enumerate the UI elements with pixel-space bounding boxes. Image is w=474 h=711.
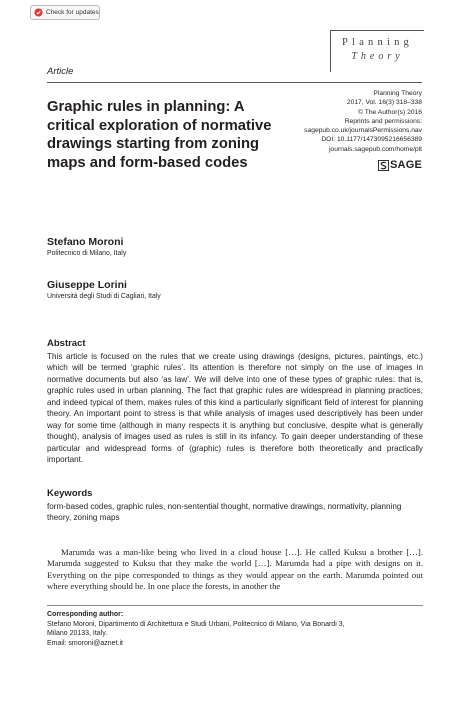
author-name: Giuseppe Lorini <box>47 279 127 291</box>
abstract-text: This article is focused on the rules that we create using drawings (designs, pictures, paintings, etc.) which will be termed ‘graphic rules’. Its attention is therefore not simply on the use of images in normative documents but also ‘as law’. We will delve into one of these types of graphic rules: that is, graphic rules used in urban planning. The fact that graphic rules are widespread in planning practices, and indeed typical of them, makes rules of this kind a particularly significant field of interest for planning theory. An important point to stress is that while analysis of images used descriptively has been under way for some time (although in many respects it is anything but conclusive, despite what is generally thought), analysis of images used as rules is still in its infancy. To gain deeper understanding of these particular and widespread forms of (graphic) rules is therefore both theoretically and practically important. <box>47 352 423 465</box>
keywords-heading: Keywords <box>47 488 93 499</box>
keywords-text: form-based codes, graphic rules, non-sentential thought, normative drawings, normativity, planning theory, zoning maps <box>47 502 402 523</box>
update-check-icon <box>34 8 43 17</box>
author-block <box>47 236 126 257</box>
publisher-logo <box>378 159 422 171</box>
journal-home-link[interactable]: journals.sagepub.com/home/plt <box>329 145 422 153</box>
badge-label: Check for updates <box>46 9 99 16</box>
journal-logo-line1: Planning <box>342 37 413 48</box>
journal-name: Planning Theory <box>373 90 422 97</box>
footnote-divider <box>47 605 423 606</box>
author-affiliation: Politecnico di Milano, Italy <box>47 250 127 257</box>
sage-logo-icon <box>378 160 389 171</box>
corresponding-author-heading: Corresponding author: <box>47 611 124 618</box>
corresponding-address-line1: Stefano Moroni, Dipartimento di Architettura e Studi Urbani, Politecnico di Milano, Via Bonardi 3, <box>47 620 345 628</box>
publisher-name: SAGE <box>390 159 422 171</box>
header-divider <box>47 82 422 83</box>
epigraph-quote: Marumda was a man-like being who lived in a cloud house […]. He called Kuksu a brother […]. Marumda suggested to Kuksu that they make the world […]. Marumda had a pipe with designs on it. Everything on the pipe corresponded to things as they would appear on the earth. Marumda pointed out where everything should be. In one place the forests, in another the <box>47 547 423 591</box>
abstract-heading: Abstract <box>47 338 86 349</box>
corresponding-email[interactable]: Email: smoroni@aznet.it <box>47 639 123 647</box>
publication-meta <box>304 89 422 154</box>
citation: 2017, Vol. 16(3) 318–338 <box>346 99 422 107</box>
author-affiliation: Università degli Studi di Cagliari, Italy <box>47 293 161 300</box>
permissions-link[interactable]: sagepub.co.uk/journalsPermissions.nav <box>304 127 422 135</box>
author-name: Stefano Moroni <box>47 236 124 248</box>
author-block <box>47 279 161 300</box>
corresponding-address-line2: Milano 20133, Italy. <box>47 630 108 637</box>
journal-logo <box>330 30 424 72</box>
doi[interactable]: DOI: 10.1177/1473095216656389 <box>321 136 422 144</box>
copyright: © The Author(s) 2016 <box>358 108 422 116</box>
corresponding-author <box>47 610 423 648</box>
article-title: Graphic rules in planning: A critical exploration of normative drawings starting from zoning maps and form-based codes <box>47 99 272 171</box>
journal-logo-line2: Theory <box>351 51 404 62</box>
reprints-label: Reprints and permissions: <box>344 117 422 125</box>
check-for-updates-badge[interactable] <box>30 5 100 20</box>
article-type: Article <box>47 66 74 77</box>
